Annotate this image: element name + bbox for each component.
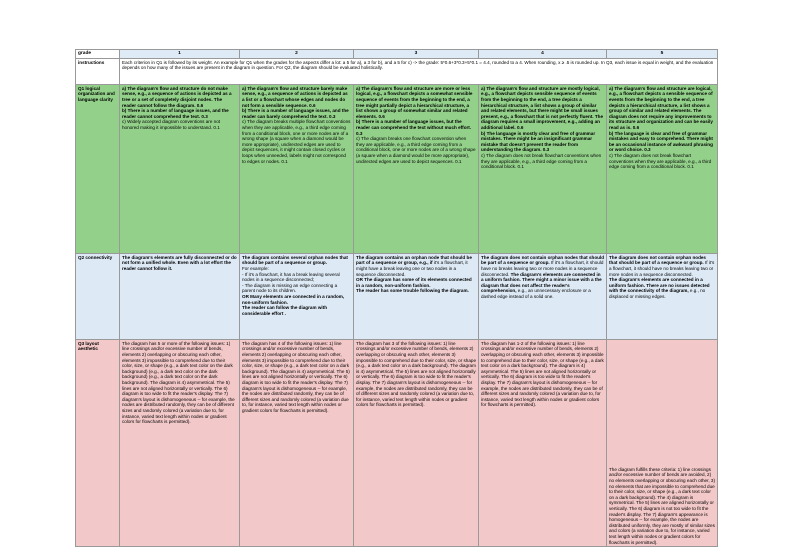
q1-grade-3-bold: a) The diagram's flow and structure are more or less logical, e.g., a flowchart depicts a somewhat sensible sequence of events from the beginning to the end, a tree might partially depict a hierarchical structure, a list shows a group of somewhat similar and related elements. 0.6 b) There is a number of language issues, but the reader can comprehend the text without much effort. 0.3 — [356, 85, 473, 136]
q2-grade-3-normal: it's a flowchart, it might have a break leaving one or two nodes in a sequence disconnected. — [356, 260, 468, 277]
q1-grade-2-bold: a) The diagram's flow and structure barely make sense, e.g., a sequence of actions is depicted as a list or a flowchart whose edges and nodes do not form a sensible sequence. 0.6 b) There is a number of language issues, and the reader can barely comprehend the text. 0.3 — [242, 85, 349, 119]
q2-grade-4-cell — [479, 253, 607, 339]
q1-grade-5-cell — [607, 84, 718, 253]
instructions-row-label: instructions — [76, 58, 120, 84]
q2-grade-1-cell — [120, 253, 240, 339]
q3-grade-3-cell: The diagram has 3 of the following issues: 1) line crossings and/or excessive number of bends, elements 2) overlapping or obscuring each other, elements 3) impossible to comprehend due to their color, size, or shape (e.g., a dark text color on a dark background). The diagram is 4) asymmetrical. The 5) lines are not aligned horizontally or vertically. The 6) diagram is too wide to fit the reader's display. The 7) diagram's layout is dishomogeneous -- for example, the nodes are distributed randomly, they can be of different sizes and randomly colored (a variation due to, for instance, varied text length within nodes or gradient colors for flowcharts is permitted). — [354, 339, 479, 546]
q1-grade-1-bold: a) The diagram's flow and structure do not make sense, e.g., a sequence of actions is depicted as a tree or a set of completely disjoint nodes. The reader cannot follow the diagram. 0.6 b) There is a number of language issues, and the reader cannot comprehend the text. 0.3 — [122, 85, 232, 119]
q2-grade-5-normal2: e.g., no displaced or missing edges. — [609, 288, 706, 299]
q1-grade-2-normal: c) The diagram breaks multiple flowchart conventions when they are applicable, e.g., a third edge coming from a conditional block, one or more nodes are of a wrong shape (a square when a diamond would be more appropriate), undirected edges are used to depict sequences, it might contain closed cycles or loops when unneeded, labels might not correspond to edges or nodes. 0.1 — [242, 119, 351, 164]
q2-grade-3-cell — [354, 253, 479, 339]
grade-1-header: 1 — [120, 50, 240, 59]
q1-grade-4-bold: a) The diagram's flow and structure are mostly logical, e.g., a flowchart depicts sensible sequence of events from the beginning to the end, a tree depicts a hierarchical structure, a list shows a group of similar and related elements, but there might be small issues present, e.g., a flowchart that is not perfectly fluent. The diagram requires a small improvement, e.g., adding an additional label. 0.6 b) The language is mostly clear and free of grammar mistakes. There might be an insignificant grammar mistake that doesn't prevent the reader from understanding the diagram. 0.3 — [481, 85, 604, 153]
q2-grade-4-normal: If it's a flowchart, it should have no breaks leaving two or more nodes in a sequence disconnected. — [481, 260, 604, 277]
q1-grade-2-cell — [240, 84, 354, 253]
q2-grade-5-bold2: The diagram's elements are connected in a uniform fashion. There are no issues detected with the connectivity of the diagram, — [609, 277, 710, 294]
grade-header-row — [76, 50, 718, 59]
q2-grade-2-cell — [240, 253, 354, 339]
rubric-table — [75, 49, 718, 547]
q2-grade-5-normal: If it's a flowchart, it should have no breaks leaving two or more nodes in a sequence disconnected. — [609, 260, 715, 277]
q2-grade-3-bold: The diagram contains an orphan node that should be part of a sequence or group, e.g., if — [356, 254, 472, 266]
q1-row — [76, 84, 718, 253]
q1-grade-3-normal: c) The diagram breaks one flowchart convention when they are applicable, e.g., a third edge coming from a conditional block, one or more nodes are of a wrong shape (a square when a diamond would be more appropriate), undirected edges are used to depict sequences. 0.1 — [356, 136, 476, 164]
q2-grade-4-bold2: The diagram's elements are connected in a uniform fashion. There might a minor issue with a the diagram that does not affect the reader's comprehension, — [481, 271, 602, 294]
q3-row — [76, 339, 718, 546]
q2-row-label: Q2 connectivity — [76, 253, 120, 339]
q2-grade-2-bold2: OR Many elements are connected in a random, non-uniform fashion. The reader can follow the diagram with considerable effort . — [242, 294, 345, 316]
q2-grade-2-normal: For example: - If it's a flowchart, it has a break leaving several nodes in a sequence disconnected; - The diagram is missing an edge connecting a parent node to its children. — [242, 266, 340, 294]
q1-grade-4-cell — [479, 84, 607, 253]
q2-grade-1-bold: The diagram's elements are fully disconnected or do not form a unified whole. Even with a lot effort the reader cannot follow it. — [122, 254, 237, 272]
q2-row — [76, 253, 718, 339]
q2-grade-4-normal2: e.g., an unnecessary enclosure or a dashed edge instead of a solid one. — [481, 288, 591, 299]
instructions-text: Each criterion in Q1 is followed by its weight. An example for Q1 when the grades for the aspects differ a lot: a 5 for a), a 3 for b), and a 5 for c) -> the grade: 5*0.6+3*0.3+5*0.1 = 4.4, rounded to a 4. When rounding, x ≥ .5 is rounded up. In Q3, each issue is equal in weight, and the evaluation depends on how many of the issues are present in the diagram in question. For Q2, the diagram should be evaluated holistically. — [120, 58, 718, 84]
q1-grade-4-normal: c) The diagram does not break flowchart conventions when they are applicable, e.g., a third edge coming from a conditional block. 0.1 — [481, 152, 602, 170]
q2-grade-5-bold: The diagram does not contain orphan nodes that should be part of a sequence or group. — [609, 254, 706, 266]
q1-grade-1-normal: c) Widely accepted diagram conventions are not honored making it impossible to understand. 0.1 — [122, 119, 221, 130]
grade-4-header: 4 — [479, 50, 607, 59]
grade-2-header: 2 — [240, 50, 354, 59]
q2-grade-3-bold2: OR The diagram has some of its elements connected in a random, non-uniform fashion. The reader has some trouble following the diagram. — [356, 277, 472, 294]
q1-grade-1-cell — [120, 84, 240, 253]
q3-grade-1-cell: The diagram has 5 or more of the following issues: 1) line crossings and/or excessive number of bends, elements 2) overlapping or obscuring each other, elements 3) impossible to comprehend due to their color, size, or shape (e.g., a dark text color on the dark background) (e.g., a dark text color on the dark background) (e.g., a dark text color on the dark background). The diagram is 4) asymmetrical. The 5) lines are not aligned horizontally or vertically. The 6) diagram is too wide to fit the reader's display. The 7) diagram's layout is dishomogeneous -- for example, the nodes are distributed randomly, they can be of different sizes and randomly colored (a variation due to, for instance, varied text length within nodes or gradient colors for flowcharts is permitted). — [120, 339, 240, 546]
grade-3-header: 3 — [354, 50, 479, 59]
grade-5-header: 5 — [607, 50, 718, 59]
q3-row-label: Q3 layout aesthetic — [76, 339, 120, 546]
q1-grade-3-cell — [354, 84, 479, 253]
instructions-row — [76, 58, 718, 84]
q3-grade-5-cell — [607, 339, 718, 546]
q3-grade-2-cell: The diagram has 4 of the following issues: 1) line crossings and/or excessive number of bends, elements 2) overlapping or obscuring each other, elements 3) impossible to comprehend due to their color, size, or shape (e.g., a dark text color on a dark background). The diagram is 4) asymmetrical. The 5) lines are not aligned horizontally or vertically. The 6) diagram is too wide to fit the reader's display. The 7) diagram's layout is dishomogeneous -- for example, the nodes are distributed randomly, they can be of different sizes and randomly colored (a variation due to, for instance, varied text length within nodes or gradient colors for flowcharts is permitted). — [240, 339, 354, 546]
q1-grade-5-normal: c) The diagram does not break flowchart conventions when they are applicable, e.g., a third edge coming from a conditional block. 0.1 — [609, 152, 712, 170]
q2-grade-2-bold: The diagram contains several orphan nodes that should be part of a sequence or group. — [242, 254, 348, 266]
q1-grade-5-bold: a) The diagram's flow and structure are logical, e.g., a flowchart depicts a sensible sequence of events from the beginning to the end, a tree depicts a hierarchical structure, a list shows a group of similar and related elements. The diagram does not require any improvements to its structure and organization and can be easily read as is. 0.6 b) The language is clear and free of grammar mistakes and easy to comprehend. There might be an occasional instance of awkward phrasing or word choice. 0.3 — [609, 85, 713, 153]
q2-grade-5-cell — [607, 253, 718, 339]
q3-grade-5-text: The diagram fulfills these criteria: 1) line crossings and/or excessive number of bends are avoided, 2) no elements overlapping or obscuring each other, 3) no elements that are impossible to comprehend due to their color, size, or shape (e.g., a dark text color on a dark background). The 4) diagram is symmetrical. The 5) lines are aligned horizontally or vertically. The 6) diagram is not too wide to fit the reader's display. The 7) diagram's appearance is homogeneous -- for example, the nodes are distributed uniformly, they are mostly of similar sizes and colors (a variation due to, for instance, varied text length within nodes or gradient colors for flowcharts is permitted). — [609, 466, 715, 545]
q2-grade-4-bold: The diagram does not contain orphan nodes that should be part of a sequence or group. — [481, 254, 605, 266]
q1-row-label: Q1 logical organization and language clarity — [76, 84, 120, 253]
q3-grade-4-cell: The diagram has 1-2 of the following issues: 1) line crossings and/or excessive number of bends, elements 2) overlapping or obscuring each other, elements 3) impossible to comprehend due to their color, size, or shape (e.g., a dark text color on a dark background). The diagram is 4) asymmetrical. The 5) lines are not aligned horizontally or vertically. The 6) diagram is too wide to fit the reader's display. The 7) diagram's layout is dishomogeneous -- for example, the nodes are distributed randomly, they can be of different sizes and randomly colored (a variation due to, for instance, varied text length within nodes or gradient colors for flowcharts is permitted). — [479, 339, 607, 546]
grade-row-label: grade — [76, 50, 120, 59]
